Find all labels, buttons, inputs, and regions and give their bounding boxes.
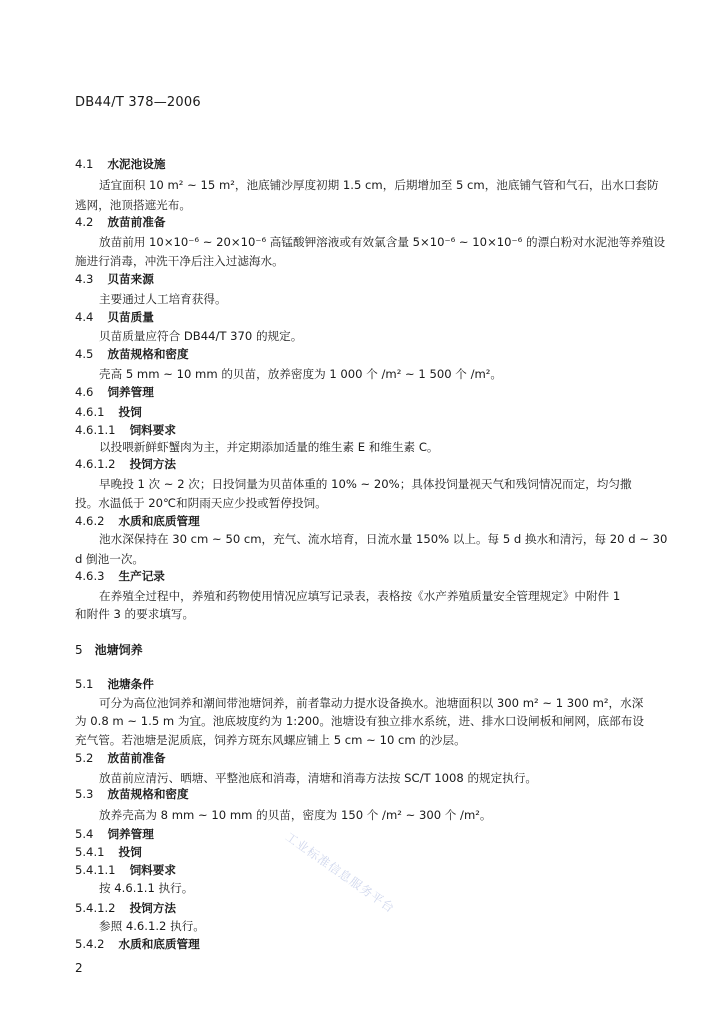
section-heading <box>75 935 200 953</box>
paragraph-line: 和附件 3 的要求填写。 <box>75 607 195 621</box>
section-heading <box>75 843 142 861</box>
section-number: 4.2 <box>75 215 94 229</box>
paragraph-line: 充气管。若池塘是泥质底，饲养方斑东风螺应铺上 5 cm ~ 10 cm 的沙层。 <box>75 733 466 747</box>
section-title: 池塘饲养 <box>94 643 143 657</box>
paragraph-line: 壳高 5 mm ~ 10 mm 的贝苗，放养密度为 1 000 个 /m² ~ 1 500 个 /m²。 <box>99 367 503 381</box>
paragraph-line: 放苗前用 10×10⁻⁶ ~ 20×10⁻⁶ 高锰酸钾溶液或有效氯含量 5×10⁻⁶ ~ 10×10⁻⁶ 的漂白粉对水泥池等养殖设 <box>99 235 666 249</box>
paragraph-line: 可分为高位池饲养和潮间带池塘饲养，前者靠动力提水设备换水。池塘面积以 300 m² ~ 1 300 m²，水深 <box>99 696 644 710</box>
section-heading <box>75 567 165 585</box>
section-title: 饲养管理 <box>107 385 154 399</box>
section-number: 5.2 <box>75 751 94 765</box>
section-heading <box>75 213 165 231</box>
section-number: 4.4 <box>75 310 94 324</box>
section-title: 投饲方法 <box>129 901 176 915</box>
section-heading <box>75 383 154 401</box>
section-heading <box>75 899 176 917</box>
paragraph-line: 以投喂新鲜虾蟹肉为主，并定期添加适量的维生素 E 和维生素 C。 <box>99 440 439 454</box>
section-title: 饲料要求 <box>129 423 176 437</box>
section-number: 4.6.1.2 <box>75 457 116 471</box>
section-title: 饲养管理 <box>107 827 154 841</box>
section-number: 4.6.1 <box>75 405 105 419</box>
paragraph-line: 贝苗质量应符合 DB44/T 370 的规定。 <box>99 329 303 343</box>
section-number: 5.4.1.1 <box>75 863 116 877</box>
section-number: 5.4.1.2 <box>75 901 116 915</box>
section-title: 放苗规格和密度 <box>107 347 189 361</box>
section-heading <box>75 785 189 803</box>
section-number: 5.1 <box>75 677 94 691</box>
section-heading <box>75 675 154 693</box>
section-title: 生产记录 <box>118 569 165 583</box>
paragraph-line: 逃网，池顶搭遮光布。 <box>75 198 191 212</box>
section-number: 5 <box>75 643 83 657</box>
paragraph-line: 投。水温低于 20℃和阴雨天应少投或暂停投饲。 <box>75 496 327 510</box>
paragraph-line: 为 0.8 m ~ 1.5 m 为宜。池底坡度约为 1:200。池塘设有独立排水系统，进、排水口设闸板和闸网，底部布设 <box>75 714 644 728</box>
section-title: 放苗前准备 <box>107 215 166 229</box>
section-number: 4.3 <box>75 272 94 286</box>
section-heading <box>75 421 176 439</box>
section-number: 5.4.2 <box>75 937 105 951</box>
section-title: 水质和底质管理 <box>118 937 200 951</box>
section-number: 4.6.2 <box>75 514 105 528</box>
section-heading <box>75 308 154 326</box>
section-heading <box>75 861 176 879</box>
paragraph-line: 放养壳高为 8 mm ~ 10 mm 的贝苗，密度为 150 个 /m² ~ 300 个 /m²。 <box>99 808 492 822</box>
section-number: 4.5 <box>75 347 94 361</box>
section-heading <box>75 345 189 363</box>
section-heading <box>75 270 154 288</box>
section-heading <box>75 825 154 843</box>
section-title: 贝苗质量 <box>107 310 154 324</box>
section-title: 饲料要求 <box>129 863 176 877</box>
section-number: 4.6 <box>75 385 94 399</box>
section-number: 5.4.1 <box>75 845 105 859</box>
section-title: 池塘条件 <box>107 677 154 691</box>
document-header: DB44/T 378—2006 <box>75 95 201 110</box>
section-title: 投饲 <box>118 845 142 859</box>
section-heading <box>75 749 165 767</box>
section-heading <box>75 155 165 173</box>
paragraph-line: 早晚投 1 次 ~ 2 次；日投饲量为贝苗体重的 10% ~ 20%；具体投饲量视天气和残饲情况而定，均匀撒 <box>99 477 632 491</box>
chapter-heading <box>75 641 143 659</box>
section-title: 放苗规格和密度 <box>107 787 189 801</box>
paragraph-line: 在养殖全过程中，养殖和药物使用情况应填写记录表，表格按《水产养殖质量安全管理规定》中附件 1 <box>99 589 621 603</box>
paragraph-line: 主要通过人工培育获得。 <box>99 292 227 306</box>
section-number: 4.1 <box>75 157 94 171</box>
section-title: 水质和底质管理 <box>118 514 200 528</box>
section-number: 4.6.3 <box>75 569 105 583</box>
paragraph-line: d 倒池一次。 <box>75 552 145 566</box>
section-number: 5.4 <box>75 827 94 841</box>
section-heading <box>75 455 176 473</box>
section-title: 贝苗来源 <box>107 272 154 286</box>
section-heading <box>75 403 142 421</box>
paragraph-line: 按 4.6.1.1 执行。 <box>99 881 194 895</box>
paragraph-line: 适宜面积 10 m² ~ 15 m²，池底铺沙厚度初期 1.5 cm，后期增加至 5 cm，池底铺气管和气石，出水口套防 <box>99 178 659 192</box>
page-number: 2 <box>75 961 83 975</box>
section-number: 4.6.1.1 <box>75 423 116 437</box>
section-number: 5.3 <box>75 787 94 801</box>
section-title: 投饲 <box>118 405 142 419</box>
paragraph-line: 施进行消毒，冲洗干净后注入过滤海水。 <box>75 254 284 268</box>
paragraph-line: 放苗前应清污、晒塘、平整池底和消毒，清塘和消毒方法按 SC/T 1008 的规定执行。 <box>99 771 538 785</box>
paragraph-line: 参照 4.6.1.2 执行。 <box>99 919 205 933</box>
paragraph-line: 池水深保持在 30 cm ~ 50 cm，充气、流水培育，日流水量 150% 以上。每 5 d 换水和清污，每 20 d ~ 30 <box>99 532 668 546</box>
section-heading <box>75 512 200 530</box>
section-title: 放苗前准备 <box>107 751 166 765</box>
watermark: 工业标准信息服务平台 <box>282 829 398 916</box>
section-title: 水泥池设施 <box>107 157 166 171</box>
section-title: 投饲方法 <box>129 457 176 471</box>
